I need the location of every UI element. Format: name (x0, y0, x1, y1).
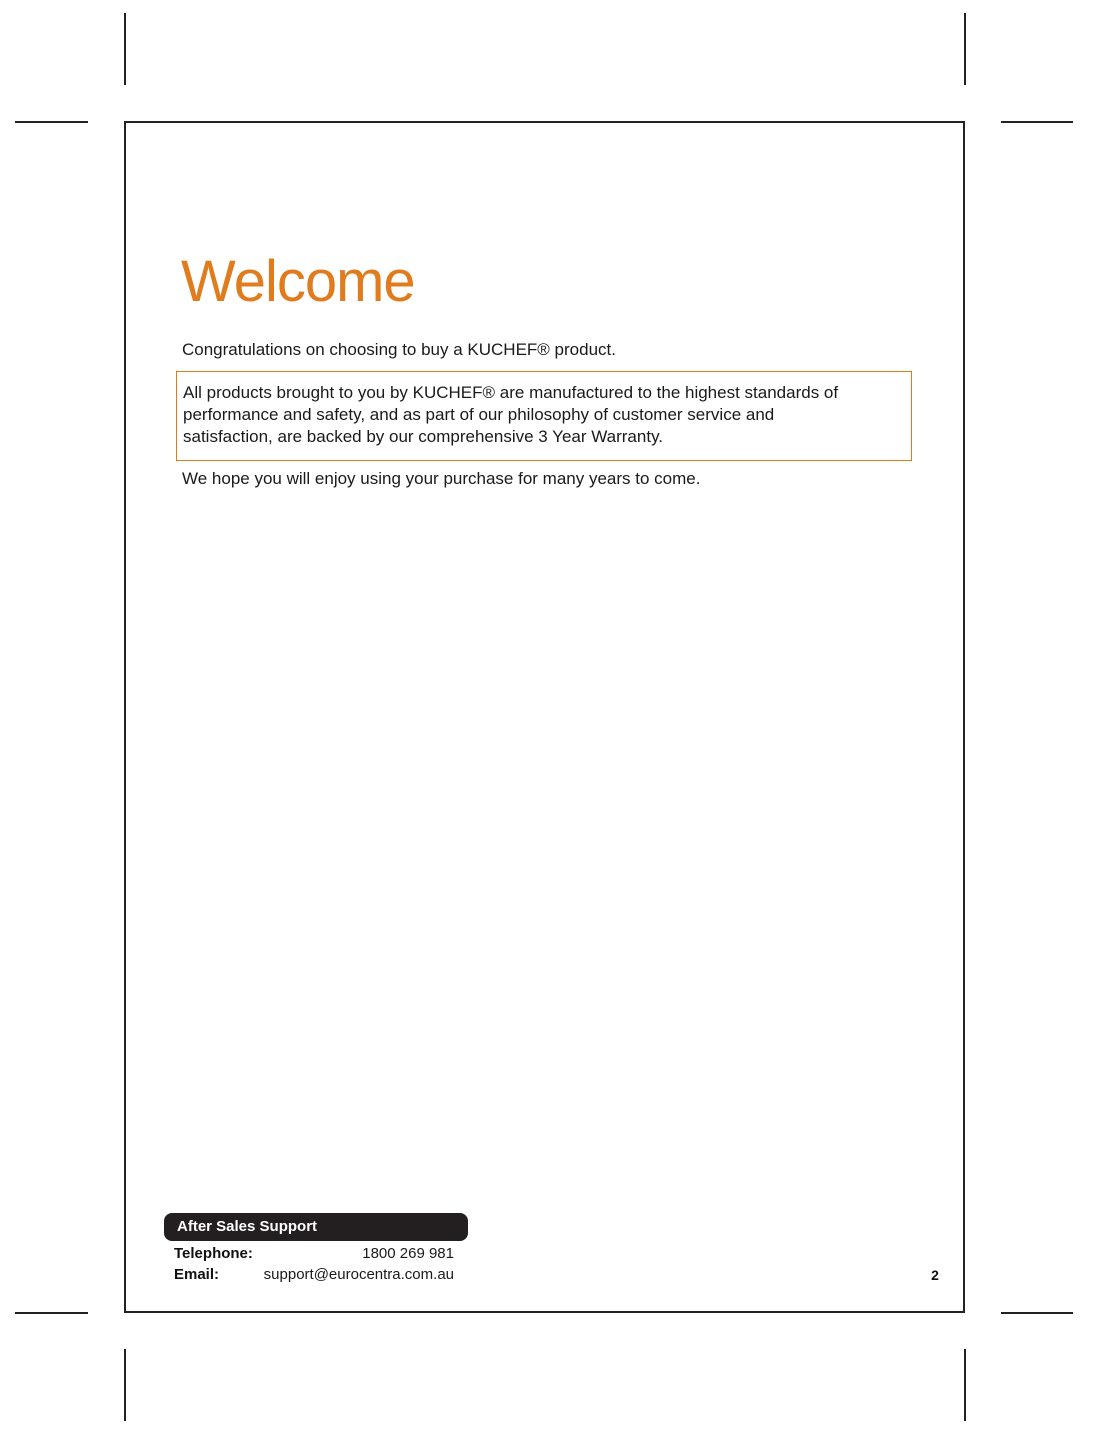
telephone-value: 1800 269 981 (362, 1245, 454, 1262)
crop-mark-right-top (1001, 121, 1073, 123)
intro-paragraph: Congratulations on choosing to buy a KUCHEF® product. (182, 340, 616, 359)
telephone-label: Telephone: (174, 1245, 253, 1262)
crop-mark-bottom-right (964, 1349, 966, 1421)
warranty-line-3: satisfaction, are backed by our comprehensive 3 Year Warranty. (183, 427, 664, 446)
warranty-line-2: performance and safety, and as part of our philosophy of customer service and (183, 405, 775, 424)
email-value: support@eurocentra.com.au (263, 1266, 454, 1283)
page-title: Welcome (181, 249, 415, 314)
crop-mark-bottom-left (124, 1349, 126, 1421)
warranty-highlight-box (176, 371, 912, 461)
crop-mark-right-bottom (1001, 1312, 1073, 1314)
telephone-row (174, 1244, 454, 1264)
crop-mark-top-right (964, 13, 966, 85)
crop-mark-left-top (15, 121, 88, 123)
page-number: 2 (931, 1267, 939, 1283)
after-sales-support-heading: After Sales Support (164, 1213, 468, 1241)
closing-paragraph: We hope you will enjoy using your purchase for many years to come. (182, 469, 701, 488)
crop-mark-top-left (124, 13, 126, 85)
warranty-line-1: All products brought to you by KUCHEF® are manufactured to the highest standards of (183, 383, 839, 402)
email-row (174, 1265, 454, 1285)
email-label: Email: (174, 1266, 220, 1283)
crop-mark-left-bottom (15, 1312, 88, 1314)
